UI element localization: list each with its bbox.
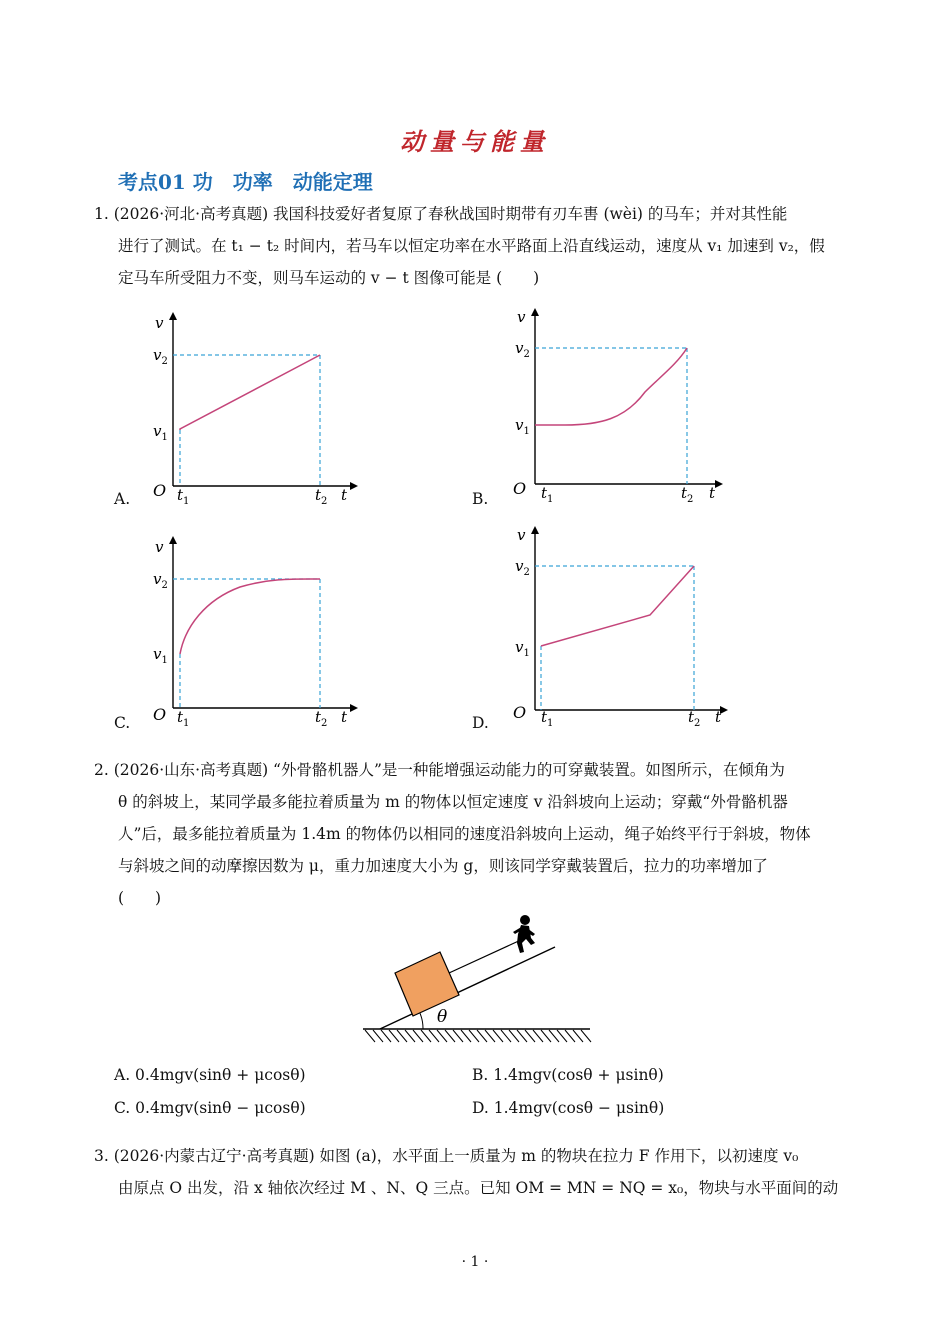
graph-c — [145, 532, 365, 732]
graph-b-v1-label: $v_1$ — [515, 416, 530, 437]
graph-c-origin-label: O — [153, 705, 167, 724]
person-icon — [513, 915, 535, 953]
q1-line-1: 1. (2026·河北·高考真题) 我国科技爱好者复原了春秋战国时期带有刃车軎 (wèi) 的马车；并对其性能 — [94, 205, 788, 223]
q3-line-1: 3. (2026·内蒙古辽宁·高考真题) 如图 (a)，水平面上一质量为 m 的物块在拉力 F 作用下，以初速度 v₀ — [94, 1147, 799, 1165]
q2-option-d: D. 1.4mgv(cosθ − μsinθ) — [472, 1099, 665, 1117]
graph-a-v1-label: $v_1$ — [153, 422, 168, 443]
incline-figure — [355, 912, 595, 1052]
graph-c-t2-label: $t_2$ — [315, 708, 328, 729]
q2-option-a: A. 0.4mgv(sinθ + μcosθ) — [114, 1066, 306, 1084]
graph-b — [505, 302, 730, 507]
graph-c-t-axis-label: t — [341, 708, 348, 726]
incline-angle-label: θ — [437, 1007, 448, 1027]
graph-d — [505, 518, 735, 733]
graph-d-v-axis-label: v — [517, 526, 526, 544]
graph-d-v2-label: $v_2$ — [515, 557, 530, 578]
graph-c-v-axis-label: v — [155, 538, 164, 556]
section-heading: 考点01 功 功率 动能定理 — [118, 170, 373, 194]
q3-line-2: 由原点 O 出发，沿 x 轴依次经过 M 、N、Q 三点。已知 OM = MN = NQ = x₀，物块与水平面间的动 — [118, 1179, 839, 1197]
q2-line-1: 2. (2026·山东·高考真题) “外骨骼机器人”是一种能增强运动能力的可穿戴装置。如图所示，在倾角为 — [94, 761, 785, 779]
question-2 — [94, 754, 894, 914]
graph-a-t1-label: $t_1$ — [177, 486, 190, 507]
graph-c-v1-label: $v_1$ — [153, 645, 168, 666]
graph-b-t-axis-label: t — [709, 484, 716, 502]
q1-line-3: 定马车所受阻力不变，则马车运动的 v − t 图像可能是 ( ) — [118, 269, 540, 287]
q2-line-5: ( ) — [118, 889, 162, 907]
q2-line-3: 人”后，最多能拉着质量为 1.4m 的物体仍以相同的速度沿斜坡向上运动，绳子始终平行于斜坡，物体 — [118, 825, 811, 843]
graph-b-v2-label: $v_2$ — [515, 339, 530, 360]
graph-b-t1-label: $t_1$ — [541, 484, 554, 505]
graph-a-v-axis-label: v — [155, 314, 164, 332]
graph-b-t2-label: $t_2$ — [681, 484, 694, 505]
q1-option-a-label: A. — [114, 490, 131, 508]
graph-a — [145, 308, 365, 508]
question-1 — [94, 198, 884, 294]
q1-option-d-label: D. — [472, 714, 489, 732]
graph-a-v2-label: $v_2$ — [153, 346, 168, 367]
graph-d-t2-label: $t_2$ — [688, 708, 701, 729]
graph-b-origin-label: O — [513, 479, 527, 498]
graph-d-t-axis-label: t — [715, 708, 722, 726]
q2-option-c: C. 0.4mgv(sinθ − μcosθ) — [114, 1099, 306, 1117]
page-title: 动量与能量 — [400, 127, 550, 156]
q1-option-b-label: B. — [472, 490, 489, 508]
graph-c-t1-label: $t_1$ — [177, 708, 190, 729]
page-number: · 1 · — [461, 1254, 489, 1270]
q2-option-b: B. 1.4mgv(cosθ + μsinθ) — [472, 1066, 664, 1084]
q1-line-2: 进行了测试。在 t₁ − t₂ 时间内，若马车以恒定功率在水平路面上沿直线运动，速度从 v₁ 加速到 v₂，假 — [118, 237, 825, 255]
q2-line-2: θ 的斜坡上，某同学最多能拉着质量为 m 的物体以恒定速度 v 沿斜坡向上运动；穿戴“外骨骼机器 — [118, 793, 788, 811]
graph-d-t1-label: $t_1$ — [541, 708, 554, 729]
graph-a-t-axis-label: t — [341, 486, 348, 504]
graph-d-v1-label: $v_1$ — [515, 638, 530, 659]
question-3 — [94, 1140, 894, 1204]
graph-c-v2-label: $v_2$ — [153, 570, 168, 591]
q2-line-4: 与斜坡之间的动摩擦因数为 μ，重力加速度大小为 g，则该同学穿戴装置后，拉力的功率增加了 — [118, 857, 768, 875]
q1-option-c-label: C. — [114, 714, 131, 732]
graph-d-origin-label: O — [513, 703, 527, 722]
graph-a-origin-label: O — [153, 481, 167, 500]
graph-a-t2-label: $t_2$ — [315, 486, 328, 507]
graph-b-v-axis-label: v — [517, 308, 526, 326]
